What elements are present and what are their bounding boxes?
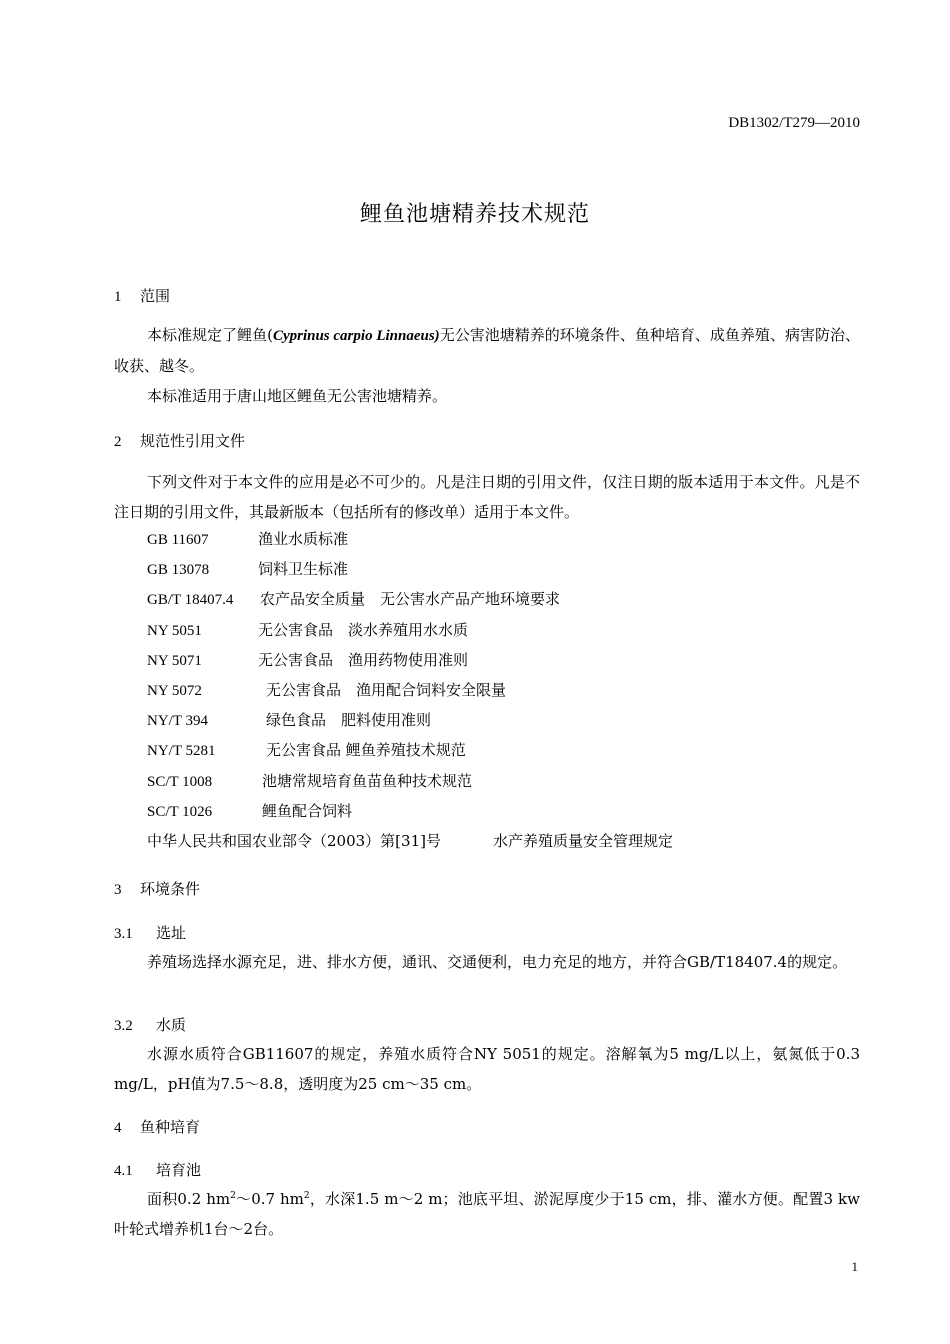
reference-item (147, 588, 673, 618)
section-number: 3 (114, 882, 122, 898)
reference-title: 无公害食品 渔用药物使用准则 (258, 650, 469, 669)
pond-area-text: 面积0.2 hm (147, 1190, 231, 1208)
pond-spec-text: ，水深1.5 m～2 m；池底平坦、淤泥厚度少于15 cm，排、灌水方便。配置3 kw叶轮式增养机1台～2台。 (114, 1190, 860, 1238)
scope-text-after: 无公害池塘精养的环境条件、鱼种培育、成鱼养殖、病害防治、收获、越冬。 (114, 326, 861, 375)
reference-code: GB 11607 (147, 532, 209, 548)
reference-code: GB/T 18407.4 (147, 592, 234, 609)
reference-code: SC/T 1026 (147, 803, 213, 820)
subsection-number: 4.1 (114, 1163, 133, 1179)
reference-title: 渔业水质标准 (258, 530, 349, 548)
reference-title: 无公害食品 鲤鱼养殖技术规范 (266, 741, 466, 760)
section-title: 规范性引用文件 (140, 432, 246, 450)
subsection-number: 3.1 (114, 926, 133, 942)
subsection-title: 培育池 (156, 1161, 202, 1179)
section-title: 环境条件 (140, 880, 201, 898)
section-3-heading (114, 878, 200, 899)
reference-title: 鲤鱼配合饲料 (262, 801, 353, 820)
reference-title: 绿色食品 肥料使用准则 (266, 711, 432, 730)
reference-code: NY/T 5281 (147, 743, 216, 760)
section-4-heading (114, 1116, 200, 1137)
reference-title: 水产养殖质量安全管理规定 (493, 831, 674, 850)
reference-title: 农产品安全质量 无公害水产品产地环境要求 (260, 590, 561, 609)
scope-text-before: 本标准规定了鲤鱼( (147, 326, 273, 344)
reference-code: 中华人民共和国农业部令（2003）第[31]号 (147, 831, 441, 850)
reference-item (147, 528, 673, 558)
section-number: 1 (114, 289, 122, 305)
subsection-number: 3.2 (114, 1018, 133, 1034)
applicability-paragraph: 本标准适用于唐山地区鲤鱼无公害池塘精养。 (147, 387, 448, 405)
reference-title: 池塘常规培育鱼苗鱼种技术规范 (262, 771, 473, 790)
reference-item (147, 709, 673, 739)
section-title: 鱼种培育 (140, 1118, 201, 1136)
reference-item (147, 770, 673, 800)
reference-item (147, 558, 673, 588)
reference-title: 无公害食品 淡水养殖用水水质 (258, 620, 469, 639)
document-title: 鲤鱼池塘精养技术规范 (359, 202, 590, 227)
references-intro: 下列文件对于本文件的应用是必不可少的。凡是注日期的引用文件，仅注日期的版本适用于本文件。凡是不注日期的引用文件，其最新版本（包括所有的修改单）适用于本文件。 (114, 473, 860, 521)
scientific-name: Cyprinus carpio Linnaeus) (272, 328, 440, 344)
nursery-pond-paragraph (114, 1184, 860, 1244)
reference-list (147, 528, 673, 860)
reference-item (147, 800, 673, 830)
reference-title: 饲料卫生标准 (258, 560, 349, 579)
reference-item (147, 679, 673, 709)
reference-item (147, 649, 673, 679)
reference-code: SC/T 1008 (147, 773, 213, 790)
subsection-title: 水质 (156, 1016, 187, 1034)
reference-title: 无公害食品 渔用配合饲料安全限量 (266, 680, 507, 699)
reference-code: NY 5072 (147, 682, 202, 699)
subsection-3-2-heading (114, 1014, 186, 1035)
subsection-title: 选址 (156, 924, 187, 942)
scope-paragraph (114, 320, 860, 381)
water-quality-paragraph: 水源水质符合GB11607的规定，养殖水质符合NY 5051的规定。溶解氧为5 mg/L以上，氨氮低于0.3 mg/L，pH值为7.5～8.8，透明度为25 cm～35 cm。 (114, 1045, 860, 1093)
section-2-heading (114, 430, 245, 451)
reference-item (147, 830, 673, 860)
subsection-4-1-heading (114, 1159, 201, 1180)
subsection-3-1-heading (114, 922, 186, 943)
site-selection-paragraph: 养殖场选择水源充足，进、排水方便，通讯、交通便利，电力充足的地方，并符合GB/T18407.4的规定。 (147, 953, 848, 971)
reference-code: NY 5051 (147, 622, 202, 639)
reference-code: NY/T 394 (147, 713, 208, 730)
standard-code: DB1302/T279—2010 (728, 115, 860, 131)
reference-item (147, 739, 673, 769)
pond-area-text: ～0.7 hm (235, 1190, 304, 1208)
section-title: 范围 (140, 287, 171, 305)
reference-code: GB 13078 (147, 562, 210, 579)
superscript: 2 (303, 1191, 310, 1201)
section-1-heading (114, 285, 170, 306)
section-number: 2 (114, 434, 122, 450)
reference-code: NY 5071 (147, 652, 202, 669)
superscript: 2 (230, 1191, 236, 1201)
page-number: 1 (851, 1259, 858, 1274)
reference-item (147, 619, 673, 649)
section-number: 4 (114, 1120, 122, 1136)
